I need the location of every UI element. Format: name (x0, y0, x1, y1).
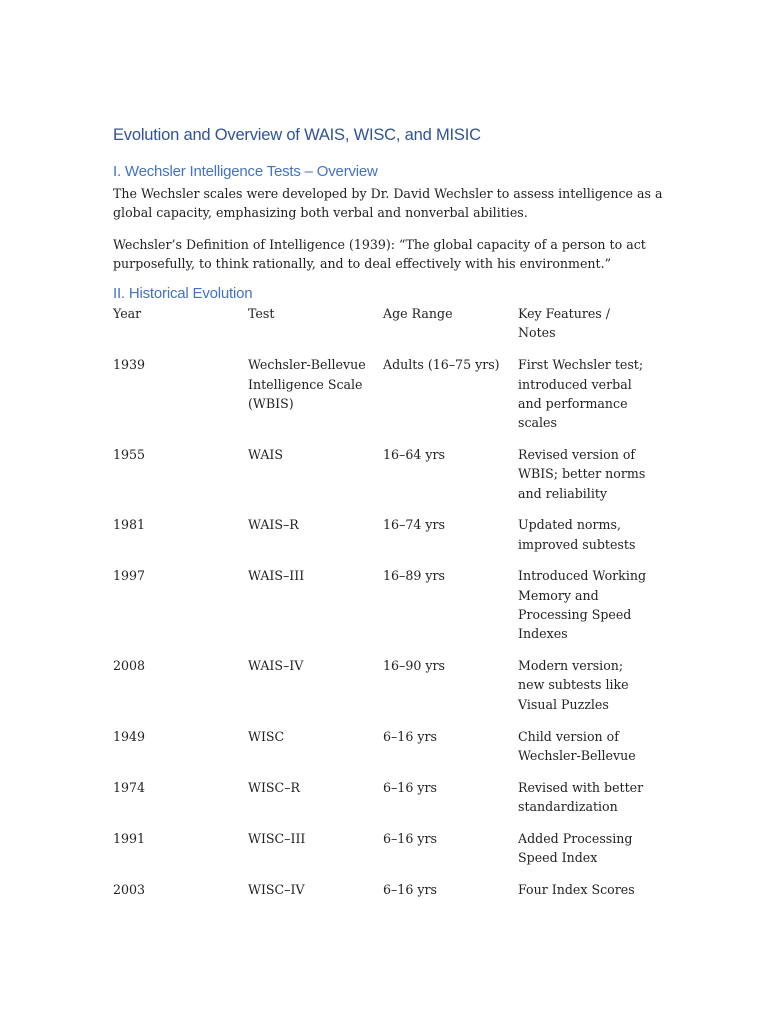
cell-year: 1974 (113, 779, 146, 795)
table-row (113, 778, 653, 829)
cell-key-features: Added Processing Speed Index (518, 830, 633, 866)
cell-key-features: First Wechsler test; introduced verbal and performance scales (518, 357, 644, 431)
table-row (113, 515, 653, 566)
cell-year: 1991 (113, 830, 146, 846)
table-row (113, 880, 653, 912)
cell-test: WAIS–III (248, 568, 305, 584)
cell-key-features: Updated norms, improved subtests (518, 517, 636, 552)
cell-year: 2003 (113, 881, 146, 897)
cell-age-range: 16–89 yrs (383, 568, 445, 584)
cell-age-range: 6–16 yrs (383, 728, 437, 744)
cell-age-range: Adults (16–75 yrs) (383, 357, 500, 373)
evolution-table (113, 304, 653, 911)
cell-year: 1981 (113, 517, 146, 533)
table-header-row (113, 304, 653, 355)
definition-paragraph: Wechsler’s Definition of Intelligence (1939): “The global capacity of a person to act purposefully, to think rationally, and to deal effectively with his environment.” (113, 236, 646, 271)
cell-year: 1939 (113, 357, 146, 373)
table-row (113, 656, 653, 726)
section-heading-overview: I. Wechsler Intelligence Tests – Overview (113, 163, 378, 180)
table-row (113, 355, 653, 445)
cell-test: WAIS (248, 446, 284, 462)
cell-test: Wechsler-Bellevue Intelligence Scale (WBIS) (248, 357, 366, 411)
cell-year: 1955 (113, 446, 146, 462)
table-row (113, 445, 653, 515)
cell-key-features: Modern version; new subtests like Visual Puzzles (518, 658, 629, 712)
cell-key-features: Introduced Working Memory and Processing Speed Indexes (518, 568, 647, 642)
document-page (113, 124, 673, 912)
table-row (113, 829, 653, 880)
cell-age-range: 6–16 yrs (383, 779, 437, 795)
overview-paragraph: The Wechsler scales were developed by Dr. David Wechsler to assess intelligence as a global capacity, emphasizing both verbal and nonverbal abilities. (113, 186, 663, 221)
table-row (113, 727, 653, 778)
cell-test: WISC–IV (248, 881, 305, 897)
cell-test: WISC–III (248, 830, 306, 846)
cell-year: 2008 (113, 658, 146, 674)
cell-age-range: 16–90 yrs (383, 658, 445, 674)
column-header-year: Year (113, 306, 142, 322)
cell-key-features: Four Index Scores (518, 881, 635, 897)
cell-test: WAIS–R (248, 517, 299, 533)
column-header-test: Test (248, 306, 275, 322)
cell-age-range: 16–64 yrs (383, 446, 445, 462)
cell-key-features: Revised version of WBIS; better norms and reliability (518, 446, 646, 501)
column-header-age-range: Age Range (383, 306, 453, 322)
document-title: Evolution and Overview of WAIS, WISC, and MISIC (113, 126, 481, 144)
section-heading-historical-evolution: II. Historical Evolution (113, 285, 253, 303)
column-header-key-features: Key Features / Notes (518, 306, 611, 341)
cell-test: WISC (248, 728, 285, 744)
cell-age-range: 16–74 yrs (383, 517, 445, 533)
cell-year: 1949 (113, 728, 146, 744)
cell-age-range: 6–16 yrs (383, 830, 437, 846)
cell-key-features: Child version of Wechsler-Bellevue (518, 728, 636, 763)
cell-year: 1997 (113, 568, 146, 584)
cell-key-features: Revised with better standardization (518, 779, 644, 814)
cell-age-range: 6–16 yrs (383, 881, 437, 897)
table-row (113, 566, 653, 656)
cell-test: WISC–R (248, 779, 300, 795)
cell-test: WAIS–IV (248, 658, 304, 674)
